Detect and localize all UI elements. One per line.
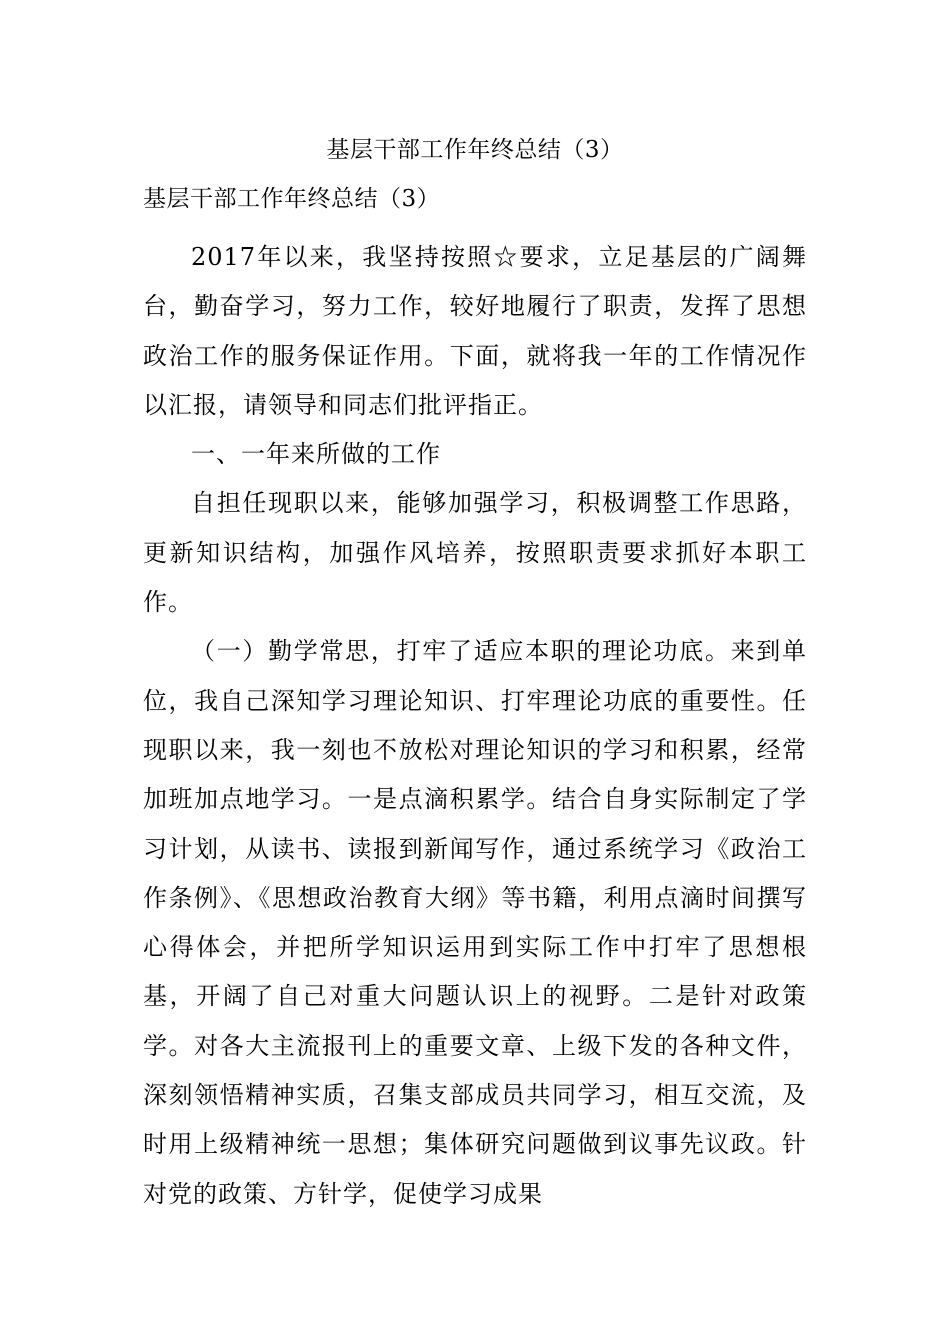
document-body [143, 183, 807, 1219]
paragraph-overview: 自担任现职以来，能够加强学习，积极调整工作思路，更新知识结构，加强作风培养，按照职责要求抓好本职工作。 [143, 489, 807, 617]
document-subtitle: 基层干部工作年终总结（3） [143, 186, 441, 212]
section-heading: 一、一年来所做的工作 [191, 440, 441, 469]
paragraph-study: （一）勤学常思，打牢了适应本职的理论功底。来到单位，我自己深知学习理论知识、打牢理论功底的重要性。任现职以来，我一刻也不放松对理论知识的学习和积累，经常加班加点地学习。一是点滴积累学。结合自身实际制定了学习计划，从读书、读报到新闻写作，通过系统学习《政治工作条例》、《思想政治教育大纲》等书籍，利用点滴时间撰写心得体会，并把所学知识运用到实际工作中打牢了思想根基，开阔了自己对重大问题认识上的视野。二是针对政策学。对各大主流报刊上的重要文章、上级下发的各种文件，深刻领悟精神实质，召集支部成员共同学习，相互交流，及时用上级精神统一思想；集体研究问题做到议事先议政。针对党的政策、方针学，促使学习成果 [143, 637, 807, 1208]
paragraph-intro: 2017年以来，我坚持按照☆要求，立足基层的广阔舞台，勤奋学习，努力工作，较好地履行了职责，发挥了思想政治工作的服务保证作用。下面，就将我一年的工作情况作以汇报，请领导和同志们批评指正。 [143, 243, 807, 419]
document-title: 基层干部工作年终总结（3） [326, 137, 624, 163]
